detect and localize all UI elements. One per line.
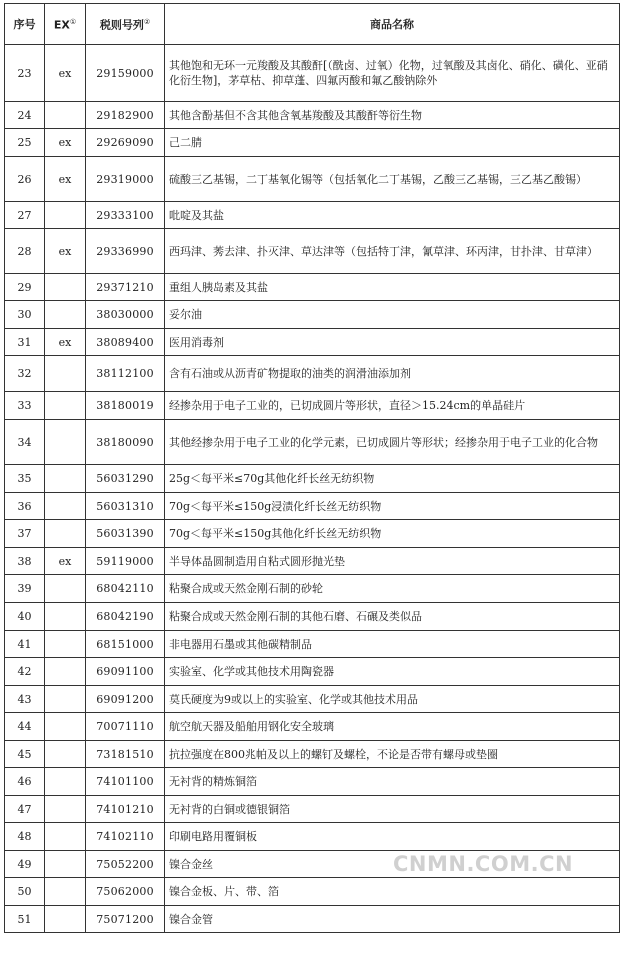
row-product-name: 粘聚合成或天然金刚石制的砂轮 (165, 575, 620, 603)
row-tariff-code: 38030000 (86, 301, 165, 329)
row-ex (45, 274, 86, 301)
header-seq-label: 序号 (13, 17, 36, 31)
row-product-name: 其他经掺杂用于电子工业的化学元素，已切成圆片等形状；经掺杂用于电子工业的化合物 (165, 420, 620, 465)
row-product-name: 西玛津、莠去津、扑灭津、草达津等（包括特丁津，氰草津、环丙津，甘扑津、甘草津） (165, 229, 620, 274)
header-code-footnote: ② (143, 18, 151, 27)
table-row (5, 420, 620, 465)
header-seq (5, 4, 45, 45)
table-row (5, 686, 620, 713)
row-product-name: 无衬背的精炼铜箔 (165, 768, 620, 796)
row-tariff-code: 38089400 (86, 329, 165, 356)
row-ex (45, 741, 86, 768)
row-seq: 23 (5, 45, 45, 102)
table-row (5, 202, 620, 229)
row-product-name: 己二腈 (165, 129, 620, 157)
row-product-name: 硫酸三乙基锡，二丁基氧化锡等（包括氧化二丁基锡，乙酸三乙基锡，三乙基乙酸锡） (165, 157, 620, 202)
row-ex (45, 392, 86, 420)
row-product-name: 无衬背的白铜或德银铜箔 (165, 796, 620, 823)
header-name (165, 4, 620, 45)
row-product-name: 镍合金板、片、带、箔 (165, 878, 620, 906)
row-ex (45, 465, 86, 493)
row-tariff-code: 29319000 (86, 157, 165, 202)
row-seq: 29 (5, 274, 45, 301)
row-tariff-code: 74101210 (86, 796, 165, 823)
row-seq: 31 (5, 329, 45, 356)
row-seq: 46 (5, 768, 45, 796)
row-seq: 45 (5, 741, 45, 768)
row-seq: 51 (5, 906, 45, 933)
table-row (5, 796, 620, 823)
row-seq: 47 (5, 796, 45, 823)
row-seq: 33 (5, 392, 45, 420)
row-ex (45, 796, 86, 823)
table-row (5, 493, 620, 520)
row-product-name: 镍合金丝 (165, 851, 620, 878)
table-row (5, 741, 620, 768)
row-ex (45, 713, 86, 741)
row-ex (45, 420, 86, 465)
row-ex (45, 102, 86, 129)
row-tariff-code: 56031390 (86, 520, 165, 548)
row-tariff-code: 56031290 (86, 465, 165, 493)
row-tariff-code: 29336990 (86, 229, 165, 274)
row-tariff-code: 59119000 (86, 548, 165, 575)
table-row (5, 520, 620, 548)
table-row (5, 906, 620, 933)
table-row (5, 768, 620, 796)
row-product-name: 半导体晶圆制造用自粘式圆形抛光垫 (165, 548, 620, 575)
row-seq: 41 (5, 631, 45, 658)
row-tariff-code: 29159000 (86, 45, 165, 102)
row-ex (45, 603, 86, 631)
table-row (5, 356, 620, 392)
row-ex (45, 906, 86, 933)
row-ex: ex (45, 229, 86, 274)
row-product-name: 莫氏硬度为9或以上的实验室、化学或其他技术用品 (165, 686, 620, 713)
row-ex (45, 356, 86, 392)
row-tariff-code: 69091200 (86, 686, 165, 713)
row-product-name: 重组人胰岛素及其盐 (165, 274, 620, 301)
row-tariff-code: 29333100 (86, 202, 165, 229)
row-product-name: 25g＜每平米≤70g其他化纤长丝无纺织物 (165, 465, 620, 493)
row-product-name: 其他含酚基但不含其他含氧基羧酸及其酸酐等衍生物 (165, 102, 620, 129)
row-ex (45, 520, 86, 548)
row-tariff-code: 68151000 (86, 631, 165, 658)
row-product-name: 非电器用石墨或其他碳精制品 (165, 631, 620, 658)
row-ex (45, 878, 86, 906)
row-tariff-code: 68042110 (86, 575, 165, 603)
table-row (5, 392, 620, 420)
table-header (5, 4, 620, 45)
header-ex (45, 4, 86, 45)
table-row (5, 45, 620, 102)
row-product-name: 经掺杂用于电子工业的，已切成圆片等形状，直径＞15.24cm的单晶硅片 (165, 392, 620, 420)
row-product-name: 医用消毒剂 (165, 329, 620, 356)
row-ex (45, 658, 86, 686)
header-name-label: 商品名称 (370, 17, 414, 31)
row-seq: 35 (5, 465, 45, 493)
row-tariff-code: 75052200 (86, 851, 165, 878)
row-tariff-code: 75062000 (86, 878, 165, 906)
row-product-name: 70g＜每平米≤150g其他化纤长丝无纺织物 (165, 520, 620, 548)
row-ex: ex (45, 129, 86, 157)
table-row (5, 548, 620, 575)
row-tariff-code: 75071200 (86, 906, 165, 933)
row-tariff-code: 70071110 (86, 713, 165, 741)
row-product-name: 镍合金管 (165, 906, 620, 933)
row-ex (45, 575, 86, 603)
row-product-name: 航空航天器及船舶用钢化安全玻璃 (165, 713, 620, 741)
header-code-label: 税则号列 (99, 18, 144, 32)
row-seq: 38 (5, 548, 45, 575)
table-row (5, 465, 620, 493)
row-tariff-code: 68042190 (86, 603, 165, 631)
header-code (86, 4, 165, 45)
table-row (5, 878, 620, 906)
row-product-name: 妥尔油 (165, 301, 620, 329)
row-ex (45, 301, 86, 329)
row-seq: 40 (5, 603, 45, 631)
table-row (5, 658, 620, 686)
row-seq: 44 (5, 713, 45, 741)
row-tariff-code: 29182900 (86, 102, 165, 129)
row-seq: 34 (5, 420, 45, 465)
header-ex-label: EX (53, 18, 70, 32)
table-row (5, 301, 620, 329)
row-product-name: 吡啶及其盐 (165, 202, 620, 229)
row-seq: 39 (5, 575, 45, 603)
tariff-table (4, 3, 620, 933)
row-ex: ex (45, 157, 86, 202)
row-tariff-code: 29269090 (86, 129, 165, 157)
row-tariff-code: 74102110 (86, 823, 165, 851)
row-tariff-code: 38180019 (86, 392, 165, 420)
row-product-name: 70g＜每平米≤150g浸渍化纤长丝无纺织物 (165, 493, 620, 520)
row-seq: 37 (5, 520, 45, 548)
row-tariff-code: 56031310 (86, 493, 165, 520)
row-ex: ex (45, 329, 86, 356)
row-tariff-code: 73181510 (86, 741, 165, 768)
row-seq: 24 (5, 102, 45, 129)
row-product-name: 其他饱和无环一元羧酸及其酸酐[（酰卤、过氧）化物，过氧酸及其卤化、硝化、磺化、亚硝化衍生物]，茅草枯、抑草蓬、四氟丙酸和氟乙酸钠除外 (165, 45, 620, 102)
table-row (5, 575, 620, 603)
row-seq: 50 (5, 878, 45, 906)
table-row (5, 129, 620, 157)
header-row (5, 4, 620, 45)
row-seq: 32 (5, 356, 45, 392)
row-ex (45, 768, 86, 796)
row-seq: 27 (5, 202, 45, 229)
row-tariff-code: 38112100 (86, 356, 165, 392)
row-product-name: 实验室、化学或其他技术用陶瓷器 (165, 658, 620, 686)
table-row (5, 157, 620, 202)
row-tariff-code: 38180090 (86, 420, 165, 465)
site-watermark: CNMN.COM.CN (393, 852, 574, 876)
row-ex (45, 631, 86, 658)
table-row (5, 102, 620, 129)
header-ex-footnote: ① (69, 18, 77, 27)
row-ex (45, 202, 86, 229)
row-product-name: 抗拉强度在800兆帕及以上的螺钉及螺栓，不论是否带有螺母或垫圈 (165, 741, 620, 768)
table-row (5, 274, 620, 301)
row-seq: 26 (5, 157, 45, 202)
row-product-name: 粘聚合成或天然金刚石制的其他石磨、石碾及类似品 (165, 603, 620, 631)
table-row (5, 329, 620, 356)
table-body (5, 45, 620, 933)
row-seq: 25 (5, 129, 45, 157)
row-seq: 48 (5, 823, 45, 851)
row-ex (45, 493, 86, 520)
row-ex (45, 851, 86, 878)
row-seq: 36 (5, 493, 45, 520)
table-row (5, 823, 620, 851)
row-product-name: 含有石油或从沥青矿物提取的油类的润滑油添加剂 (165, 356, 620, 392)
row-ex (45, 823, 86, 851)
table-row (5, 603, 620, 631)
row-ex: ex (45, 548, 86, 575)
row-tariff-code: 74101100 (86, 768, 165, 796)
row-ex: ex (45, 45, 86, 102)
row-seq: 28 (5, 229, 45, 274)
row-tariff-code: 29371210 (86, 274, 165, 301)
row-product-name: 印刷电路用覆铜板 (165, 823, 620, 851)
row-seq: 49 (5, 851, 45, 878)
row-ex (45, 686, 86, 713)
table-row (5, 713, 620, 741)
table-row (5, 229, 620, 274)
row-seq: 30 (5, 301, 45, 329)
row-seq: 42 (5, 658, 45, 686)
row-tariff-code: 69091100 (86, 658, 165, 686)
table-row (5, 631, 620, 658)
table-row (5, 851, 620, 878)
row-seq: 43 (5, 686, 45, 713)
